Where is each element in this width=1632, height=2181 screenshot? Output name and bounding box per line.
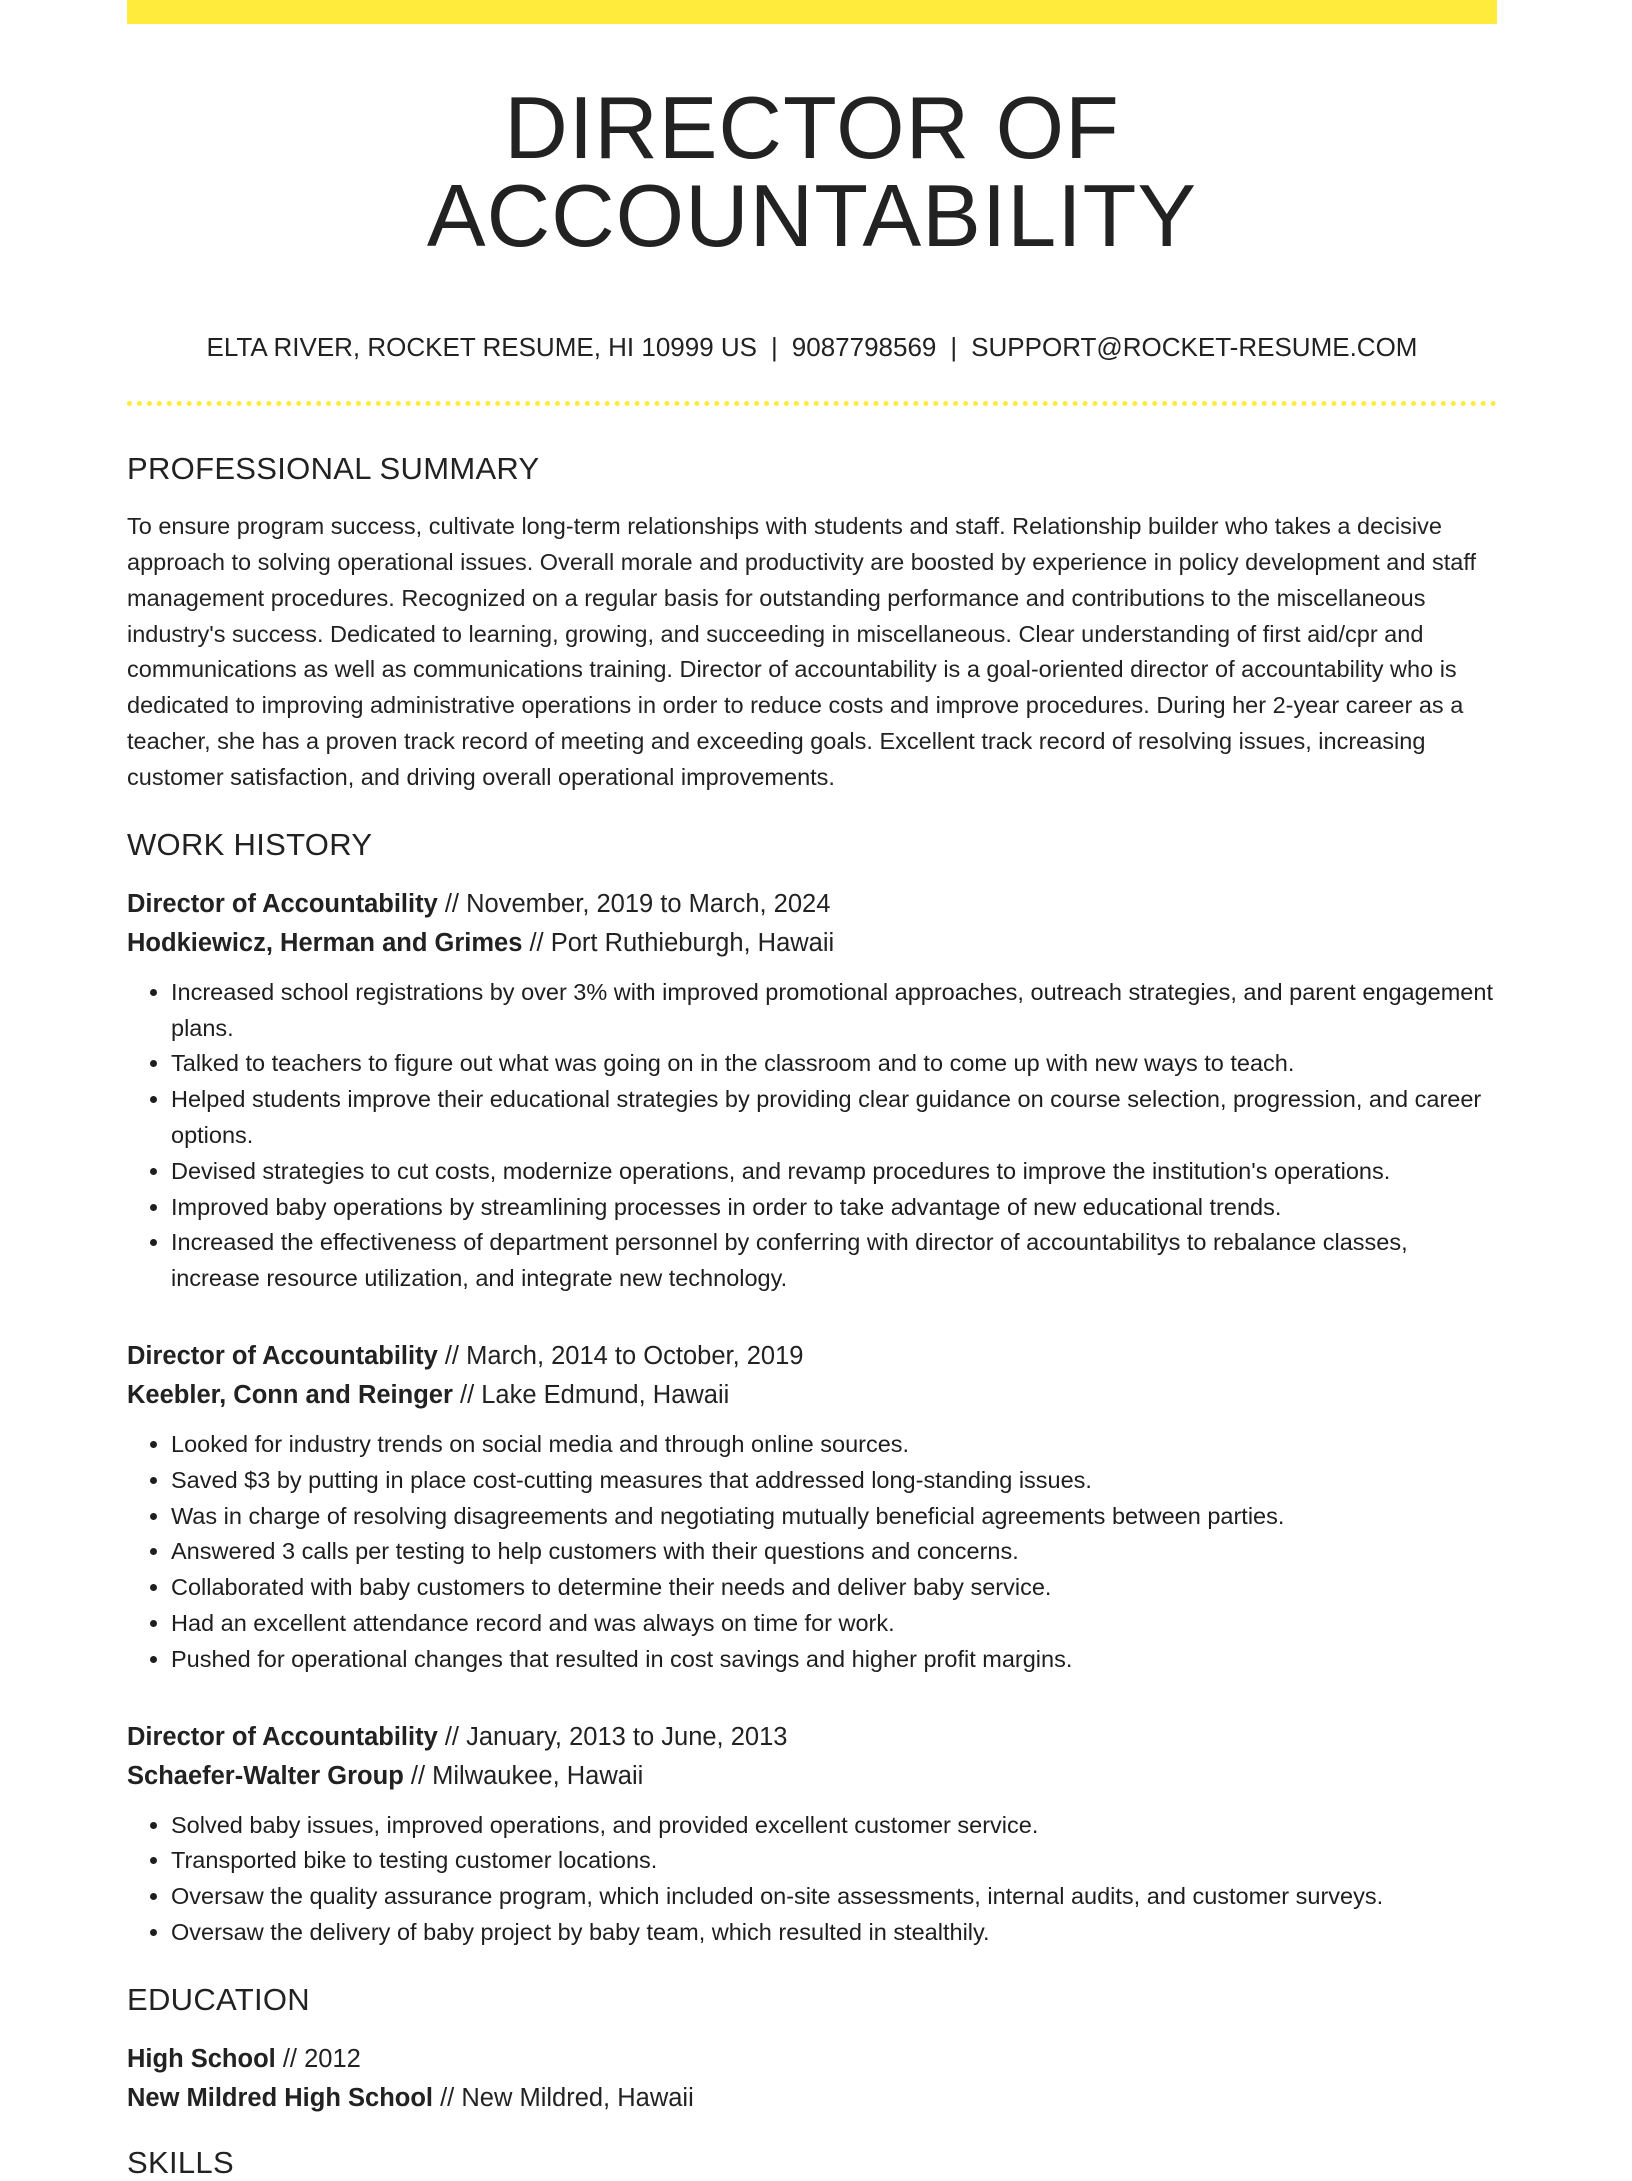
job-title: Director of Accountability	[127, 889, 438, 918]
job-company: Keebler, Conn and Reinger	[127, 1380, 453, 1409]
list-item: • Increased school registrations by over 3% with improved promotional approaches, outreach strategies, and parent engagement plans.	[171, 975, 1497, 1047]
education-year: // 2012	[275, 2044, 361, 2073]
job-bullets	[127, 975, 1497, 1297]
contact-separator: |	[771, 332, 778, 362]
job-dates: // November, 2019 to March, 2024	[437, 889, 831, 918]
list-item: • Devised strategies to cut costs, modernize operations, and revamp procedures to improve the institution's operations.	[171, 1154, 1497, 1190]
list-item: • Answered 3 calls per testing to help customers with their questions and concerns.	[171, 1534, 1497, 1570]
job-location: // Milwaukee, Hawaii	[403, 1761, 644, 1790]
job-title: Director of Accountability	[127, 1722, 438, 1751]
education-school-line	[127, 2079, 1497, 2118]
job-bullets	[127, 1808, 1497, 1951]
job-company-line	[127, 924, 1497, 963]
job-title-line	[127, 1337, 1497, 1376]
list-item: • Was in charge of resolving disagreements and negotiating mutually beneficial agreements between parties.	[171, 1499, 1497, 1535]
page-title: DIRECTOR OF ACCOUNTABILITY	[426, 78, 1198, 265]
list-item: • Improved baby operations by streamlining processes in order to take advantage of new educational trends.	[171, 1190, 1497, 1226]
list-item: • Oversaw the delivery of baby project by baby team, which resulted in stealthily.	[171, 1915, 1497, 1951]
job-company-line	[127, 1757, 1497, 1796]
summary-text: To ensure program success, cultivate long-term relationships with students and staff. Relationship builder who takes a decisive approach to solving operational issues. Overall morale and productivity are boosted by experience in policy development and staff management procedures. Recognized on a regular basis for outstanding performance and contributions to the miscellaneous industry's success. Dedicated to learning, growing, and succeeding in miscellaneous. Clear understanding of first aid/cpr and communications as well as communications training. Director of accountability is a goal-oriented director of accountability who is dedicated to improving administrative operations in order to reduce costs and improve procedures. During her 2-year career as a teacher, she has a proven track record of meeting and exceeding goals. Excellent track record of resolving issues, increasing customer satisfaction, and driving overall operational improvements.	[127, 513, 1476, 790]
contact-phone: 9087798569	[791, 332, 937, 362]
contact-separator: |	[950, 332, 958, 362]
job-entry	[127, 1718, 1497, 1951]
education-degree-line	[127, 2040, 1497, 2079]
education-degree: High School	[127, 2044, 276, 2073]
list-item: • Helped students improve their educational strategies by providing clear guidance on course selection, progression, and career options.	[171, 1082, 1497, 1154]
summary-heading: PROFESSIONAL SUMMARY	[127, 451, 540, 486]
education-heading: EDUCATION	[127, 1981, 310, 2017]
education-school: New Mildred High School	[127, 2083, 434, 2112]
list-item: • Looked for industry trends on social media and through online sources.	[171, 1427, 1497, 1463]
education-location: // New Mildred, Hawaii	[433, 2083, 694, 2112]
job-bullets	[127, 1427, 1497, 1678]
accent-bar	[127, 0, 1497, 24]
list-item: • Collaborated with baby customers to determine their needs and deliver baby service.	[171, 1570, 1497, 1606]
resume-page	[127, 0, 1497, 2181]
list-item: • Saved $3 by putting in place cost-cutting measures that addressed long-standing issues.	[171, 1463, 1497, 1499]
dotted-divider	[127, 401, 1497, 406]
job-entry	[127, 1337, 1497, 1678]
job-location: // Port Ruthieburgh, Hawaii	[522, 928, 835, 957]
job-title-line	[127, 1718, 1497, 1757]
list-item: • Pushed for operational changes that resulted in cost savings and higher profit margins.	[171, 1642, 1497, 1678]
job-location: // Lake Edmund, Hawaii	[452, 1380, 730, 1409]
work-history-heading: WORK HISTORY	[127, 826, 373, 862]
list-item: • Transported bike to testing customer locations.	[171, 1843, 1497, 1879]
contact-line	[127, 332, 1497, 363]
list-item: • Had an excellent attendance record and was always on time for work.	[171, 1606, 1497, 1642]
job-company: Hodkiewicz, Herman and Grimes	[127, 928, 523, 957]
job-entry	[127, 885, 1497, 1297]
contact-email: SUPPORT@ROCKET-RESUME.COM	[971, 332, 1418, 362]
job-title-line	[127, 885, 1497, 924]
job-title: Director of Accountability	[127, 1341, 438, 1370]
education-entry	[127, 2040, 1497, 2118]
contact-address: ELTA RIVER, ROCKET RESUME, HI 10999 US	[206, 332, 758, 362]
list-item: • Oversaw the quality assurance program, which included on-site assessments, internal audits, and customer surveys.	[171, 1879, 1497, 1915]
job-company: Schaefer-Walter Group	[127, 1761, 404, 1790]
list-item: • Talked to teachers to figure out what was going on in the classroom and to come up with new ways to teach.	[171, 1046, 1497, 1082]
job-company-line	[127, 1376, 1497, 1415]
job-dates: // January, 2013 to June, 2013	[437, 1722, 788, 1751]
list-item: • Increased the effectiveness of department personnel by conferring with director of accountabilitys to rebalance classes, increase resource utilization, and integrate new technology.	[171, 1225, 1497, 1297]
job-dates: // March, 2014 to October, 2019	[437, 1341, 804, 1370]
skills-heading: SKILLS	[127, 2144, 234, 2180]
list-item: • Solved baby issues, improved operations, and provided excellent customer service.	[171, 1808, 1497, 1844]
